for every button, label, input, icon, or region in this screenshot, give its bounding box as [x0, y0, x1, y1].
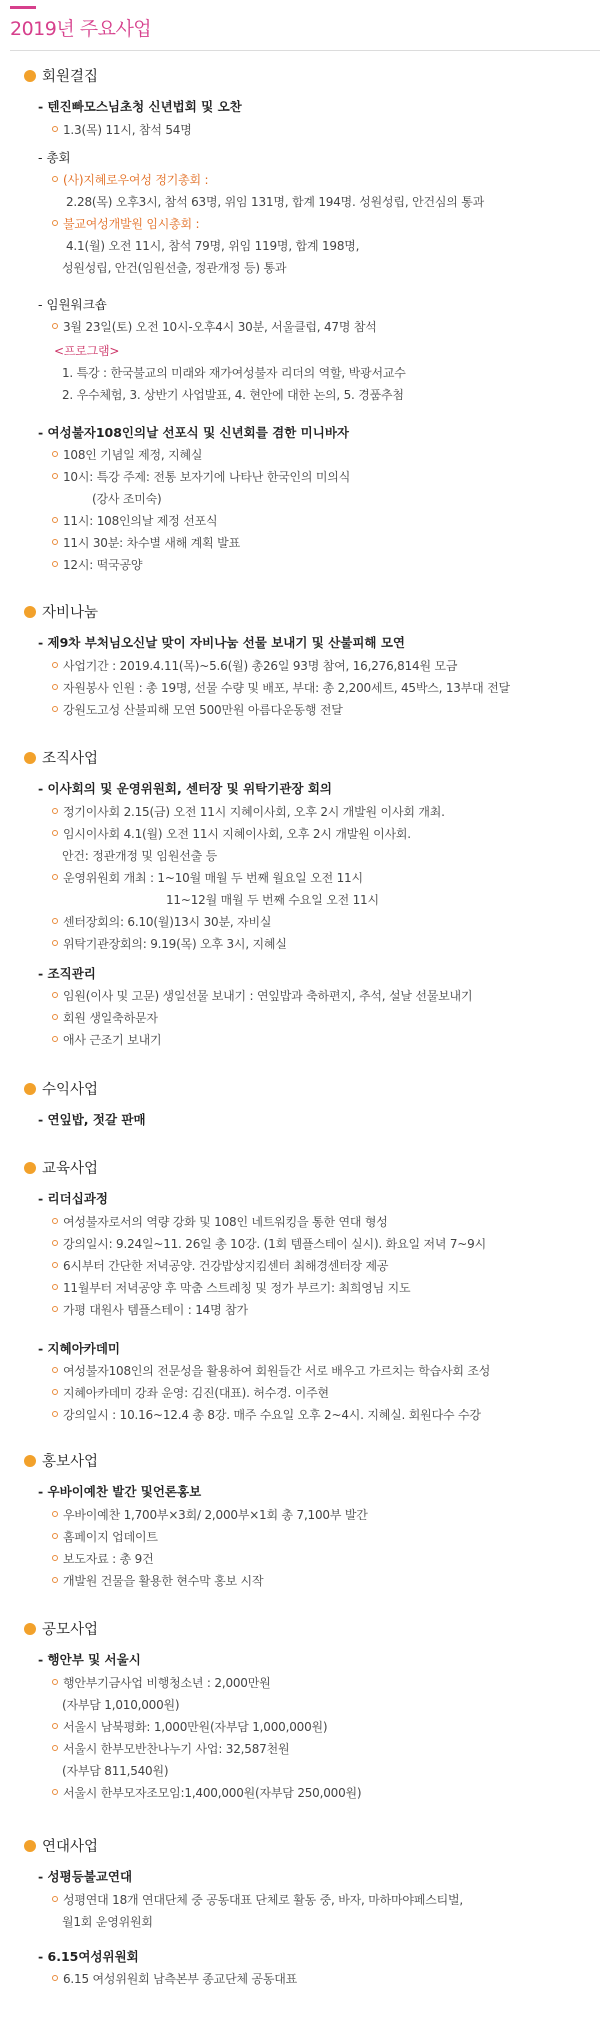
subsection-title: - 6.15여성위원회: [38, 1949, 139, 1964]
list-item: 개발원 건물을 활용한 현수막 홍보 시작: [52, 1572, 263, 1590]
section-title-pr: 홍보사업: [24, 1453, 98, 1471]
circle-bullet-icon: [52, 539, 58, 545]
circle-bullet-icon: [52, 662, 58, 668]
section-title-education: 교육사업: [24, 1160, 98, 1178]
circle-bullet-icon: [52, 473, 58, 479]
list-item: 12시: 떡국공양: [52, 556, 142, 574]
circle-bullet-icon: [52, 1745, 58, 1751]
list-item: 강원도고성 산불피해 모연 500만원 아름다운동행 전달: [52, 701, 343, 719]
orange-bullet-icon: [24, 606, 36, 618]
page-title: 2019년 주요사업: [10, 18, 152, 40]
orange-bullet-icon: [24, 1162, 36, 1174]
circle-bullet-icon: [52, 830, 58, 836]
list-item: 108인 기념일 제정, 지혜실: [52, 446, 202, 464]
text-line: 성원성립, 안건(임원선출, 정관개정 등) 통과: [62, 261, 287, 275]
subsection-title: - 총회: [38, 150, 71, 165]
circle-bullet-icon: [52, 940, 58, 946]
subsection-title: - 제9차 부처님오신날 맞이 자비나눔 선물 보내기 및 산불피해 모연: [38, 635, 406, 650]
text-line: 월1회 운영위원회: [62, 1915, 153, 1929]
list-item: 보도자료 : 총 9건: [52, 1550, 153, 1568]
list-item: 서울시 남북평화: 1,000만원(자부담 1,000,000원): [52, 1718, 327, 1736]
text-line: 안건: 정관개정 및 임원선출 등: [62, 849, 218, 863]
list-item: 운영위원회 개최 : 1~10월 매월 두 번째 월요일 오전 11시: [52, 869, 363, 887]
list-item: 위탁기관장회의: 9.19(목) 오후 3시, 지혜실: [52, 935, 287, 953]
circle-bullet-icon: [52, 992, 58, 998]
section-title-revenue: 수익사업: [24, 1081, 98, 1099]
list-item: 11월부터 저녁공양 후 막춤 스트레칭 및 정가 부르기: 최희영님 지도: [52, 1279, 410, 1297]
list-item: 자원봉사 인원 : 총 19명, 선물 수량 및 배포, 부대: 총 2,200세트, 45박스, 13부대 전달: [52, 679, 510, 697]
list-item: 1.3(목) 11시, 참석 54명: [52, 121, 192, 139]
circle-bullet-icon: [52, 1533, 58, 1539]
list-item: 우바이예찬 1,700부×3회/ 2,000부×1회 총 7,100부 발간: [52, 1506, 368, 1524]
circle-bullet-icon: [52, 1789, 58, 1795]
circle-bullet-icon: [52, 874, 58, 880]
circle-bullet-icon: [52, 918, 58, 924]
list-item: 임시이사회 4.1(월) 오전 11시 지혜이사회, 오후 2시 개발원 이사회.: [52, 825, 411, 843]
circle-bullet-icon: [52, 1284, 58, 1290]
orange-bullet-icon: [24, 1083, 36, 1095]
circle-bullet-icon: [52, 684, 58, 690]
text-line: (자부담 811,540원): [62, 1764, 169, 1778]
list-item: 6시부터 간단한 저녁공양. 건강밥상지킴센터 최해경센터장 제공: [52, 1257, 388, 1275]
circle-bullet-icon: [52, 1262, 58, 1268]
section-title-solidarity: 연대사업: [24, 1838, 98, 1856]
list-item: 강의일시 : 10.16~12.4 총 8강. 매주 수요일 오후 2~4시. 지혜실. 회원다수 수강: [52, 1406, 481, 1424]
circle-bullet-icon: [52, 1036, 58, 1042]
circle-bullet-icon: [52, 176, 58, 182]
circle-bullet-icon: [52, 1511, 58, 1517]
list-item: 여성불자108인의 전문성을 활용하여 회원들간 서로 배우고 가르치는 학습사회 조성: [52, 1362, 490, 1380]
circle-bullet-icon: [52, 561, 58, 567]
subsection-title: - 우바이예찬 발간 및언론홍보: [38, 1484, 202, 1499]
circle-bullet-icon: [52, 1218, 58, 1224]
section-title-organization: 조직사업: [24, 750, 98, 768]
section-title-grants: 공모사업: [24, 1621, 98, 1639]
text-line: 2.28(목) 오후3시, 참석 63명, 위임 131명, 합계 194명. 성원성립, 안건심의 통과: [66, 195, 485, 209]
list-item: 3월 23일(토) 오전 10시-오후4시 30분, 서울클럽, 47명 참석: [52, 318, 377, 336]
subsection-title: - 행안부 및 서울시: [38, 1652, 141, 1667]
list-item: 정기이사회 2.15(금) 오전 11시 지혜이사회, 오후 2시 개발원 이사회 개최.: [52, 803, 445, 821]
circle-bullet-icon: [52, 1306, 58, 1312]
text-line: (강사 조미숙): [92, 492, 162, 506]
circle-bullet-icon: [52, 451, 58, 457]
circle-bullet-icon: [52, 323, 58, 329]
circle-bullet-icon: [52, 220, 58, 226]
section-title-charity: 자비나눔: [24, 604, 98, 622]
orange-bullet-icon: [24, 70, 36, 82]
list-item: 사업기간 : 2019.4.11(목)~5.6(월) 총26일 93명 참여, 16,276,814원 모금: [52, 657, 457, 675]
subsection-title: - 연잎밥, 젓갈 판매: [38, 1112, 146, 1127]
list-item: 애사 근조기 보내기: [52, 1031, 161, 1049]
circle-bullet-icon: [52, 1014, 58, 1020]
section-title-membership: 회원결집: [24, 68, 98, 86]
orange-bullet-icon: [24, 1623, 36, 1635]
circle-bullet-icon: [52, 1240, 58, 1246]
circle-bullet-icon: [52, 706, 58, 712]
list-item: (사)지혜로우여성 정기총회 :: [52, 171, 208, 189]
list-item: 행안부기금사업 비행청소년 : 2,000만원: [52, 1674, 271, 1692]
orange-bullet-icon: [24, 752, 36, 764]
subsection-title: - 성평등불교연대: [38, 1869, 133, 1884]
subsection-title: - 지혜아카데미: [38, 1341, 120, 1356]
circle-bullet-icon: [52, 1411, 58, 1417]
circle-bullet-icon: [52, 1577, 58, 1583]
list-item: 가평 대원사 템플스테이 : 14명 참가: [52, 1301, 248, 1319]
list-item: 성평연대 18개 연대단체 중 공동대표 단체로 활동 중, 바자, 마하마야페스티벌,: [52, 1891, 463, 1909]
program-label: <프로그램>: [54, 344, 120, 358]
list-item: 임원(이사 및 고문) 생일선물 보내기 : 연잎밥과 축하편지, 추석, 설날 선물보내기: [52, 987, 472, 1005]
list-item: 센터장회의: 6.10(월)13시 30분, 자비실: [52, 913, 271, 931]
list-item: 10시: 특강 주제: 전통 보자기에 나타난 한국인의 미의식: [52, 468, 350, 486]
list-item: 불교여성개발원 임시총회 :: [52, 215, 199, 233]
text-line: 2. 우수체험, 3. 상반기 사업발표, 4. 현안에 대한 논의, 5. 경품추첨: [62, 388, 404, 402]
circle-bullet-icon: [52, 126, 58, 132]
title-divider: [10, 50, 600, 51]
list-item: 지혜아카데미 강좌 운영: 김진(대표). 허수경. 이주현: [52, 1384, 329, 1402]
text-line: 11~12월 매월 두 번째 수요일 오전 11시: [166, 893, 379, 907]
circle-bullet-icon: [52, 1896, 58, 1902]
list-item: 강의일시: 9.24일~11. 26일 총 10강. (1회 템플스테이 실시). 화요일 저녁 7~9시: [52, 1235, 486, 1253]
list-item: 서울시 한부모반찬나누기 사업: 32,587천원: [52, 1740, 289, 1758]
orange-bullet-icon: [24, 1455, 36, 1467]
list-item: 홈페이지 업데이트: [52, 1528, 158, 1546]
subsection-title: - 리더십과정: [38, 1191, 108, 1206]
subsection-title: - 여성불자108인의날 선포식 및 신년회를 겸한 미니바자: [38, 425, 349, 440]
circle-bullet-icon: [52, 1367, 58, 1373]
circle-bullet-icon: [52, 1679, 58, 1685]
subsection-title: - 조직관리: [38, 966, 96, 981]
subsection-title: - 임원워크숍: [38, 297, 107, 312]
list-item: 6.15 여성위원회 남측본부 종교단체 공동대표: [52, 1970, 297, 1988]
circle-bullet-icon: [52, 517, 58, 523]
subsection-title: - 이사회의 및 운영위원회, 센터장 및 위탁기관장 회의: [38, 781, 332, 796]
list-item: 11시 30분: 차수별 새해 계획 발표: [52, 534, 240, 552]
circle-bullet-icon: [52, 808, 58, 814]
list-item: 회원 생일축하문자: [52, 1009, 158, 1027]
title-accent-bar: [10, 6, 36, 9]
circle-bullet-icon: [52, 1389, 58, 1395]
text-line: (자부담 1,010,000원): [62, 1698, 180, 1712]
subsection-title: - 텐진빠모스님초청 신년법회 및 오찬: [38, 99, 242, 114]
list-item: 서울시 한부모자조모임:1,400,000원(자부담 250,000원): [52, 1784, 361, 1802]
circle-bullet-icon: [52, 1975, 58, 1981]
list-item: 여성불자로서의 역량 강화 및 108인 네트워킹을 통한 연대 형성: [52, 1213, 388, 1231]
text-line: 1. 특강 : 한국불교의 미래와 재가여성불자 리더의 역할, 박광서교수: [62, 366, 406, 380]
list-item: 11시: 108인의날 제정 선포식: [52, 512, 217, 530]
orange-bullet-icon: [24, 1840, 36, 1852]
circle-bullet-icon: [52, 1723, 58, 1729]
text-line: 4.1(월) 오전 11시, 참석 79명, 위임 119명, 합계 198명,: [66, 239, 360, 253]
circle-bullet-icon: [52, 1555, 58, 1561]
